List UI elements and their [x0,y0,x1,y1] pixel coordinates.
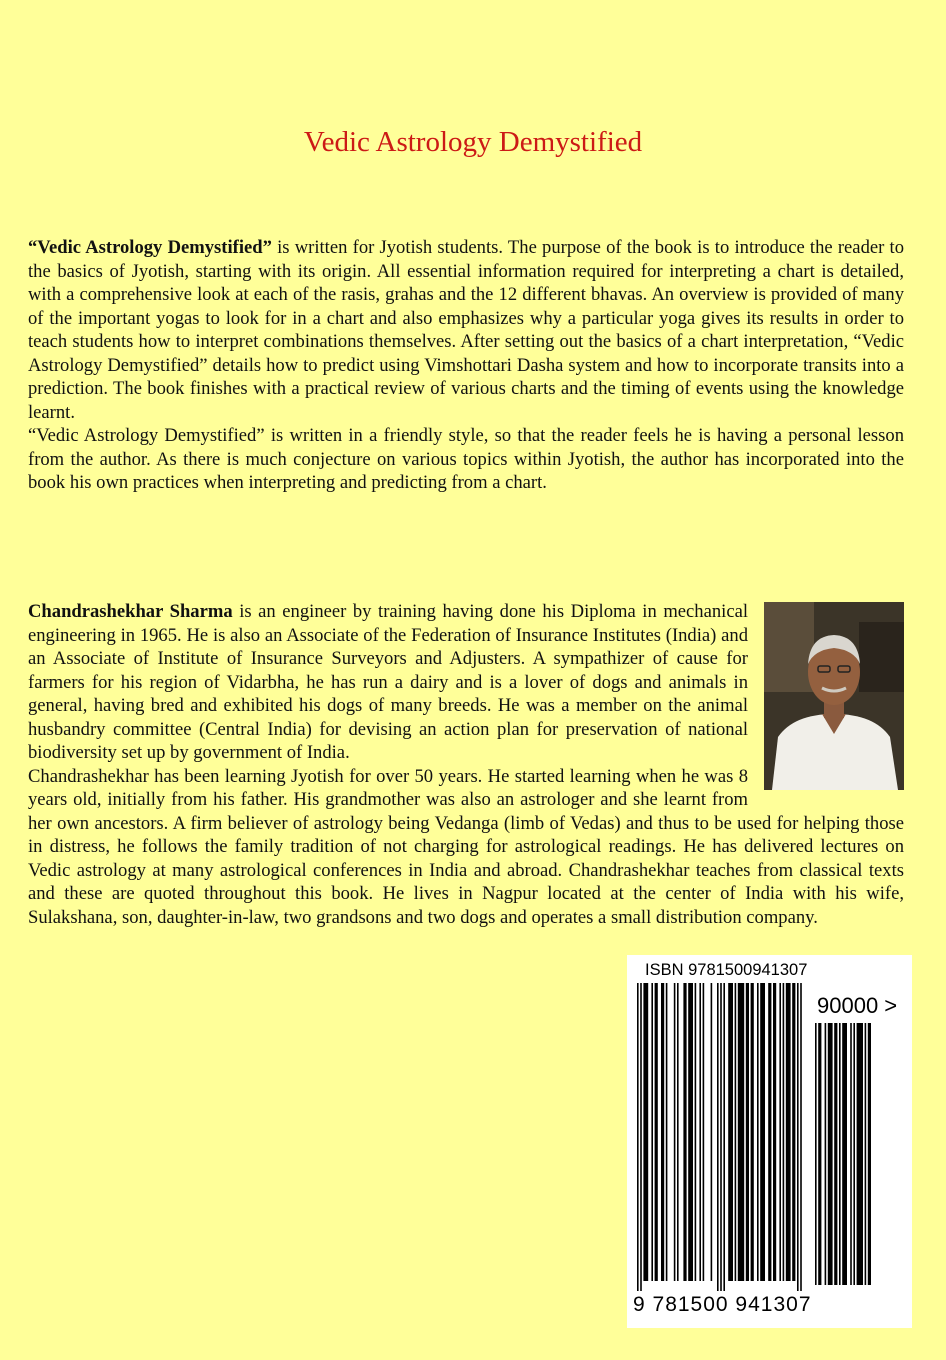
barcode-bar [760,983,765,1281]
author-paragraph-2: Chandrashekhar has been learning Jyotish for over 50 years. He started learning when he was 8 years old, initially from his father. His grandmother was also an astrologer and she learnt from her own ancestors. A firm believer of astrology being Vedanga (limb of Vedas) and thus to be used for helping those in distress, he follows the family tradition of not charging for astrological readings. He has delivered lectures on Vedic astrology at many astrological conferences in India and abroad. Chandrashekhar teaches from classical texts and these are quoted throughout this book. He lives in Nagpur located at the center of India with his wife, Sulakshana, son, daughter-in-law, two grandsons and two dogs and operates a small distribution company. [28,765,904,928]
barcode-bar [683,983,686,1281]
barcode-bar [735,983,737,1281]
book-title: Vedic Astrology Demystified [303,126,643,158]
author-bio [28,600,904,929]
barcode-bar [674,983,676,1281]
author-photo [764,602,904,790]
barcode-bar [815,1023,817,1285]
barcode-bar [711,983,713,1281]
price-code: 90000 > [817,993,898,1018]
barcode-bar [842,1023,847,1285]
barcode-bar [738,983,744,1281]
barcode-bar [757,983,759,1281]
barcode-bar [857,1023,863,1285]
barcode-bar [786,983,791,1281]
barcode-bar [651,983,653,1281]
book-description [28,236,904,495]
barcode-bar [688,983,693,1281]
barcode-bar [661,983,664,1281]
barcode-bar [779,983,781,1281]
barcode-bar [850,1023,852,1285]
author-name: Chandrashekhar Sharma [28,601,233,622]
barcode-bar [828,1023,833,1285]
author-text-1: is an engineer by training having done his Diploma in mechanical engineering in 1965. He is also an Associate of the Federation of Insurance Institutes (India) and an Associate of Institute of Insurance Surveyors and Adjusters. A sympathizer of cause for farmers for his region of Vidarbha, he has run a dairy and is a lover of dogs and animals in general, having bred and exhibited his dogs of many breeds. He was a member on the animal husbandry committee (Central India) for devising an action plan for preservation of national biodiversity set up by government of India. [28,601,748,763]
barcode-bar [818,1023,821,1285]
barcode-bar [751,983,754,1281]
barcode-bar [865,1023,867,1285]
barcode-bar [640,983,642,1291]
barcode-bar [723,983,725,1291]
isbn-digits: 9 781500 941307 [633,1293,812,1316]
barcode-bar [746,983,749,1281]
addon-barcode-bars [815,1023,895,1288]
barcode-bar [783,983,785,1281]
barcode-bar [677,983,679,1281]
barcode-bar [655,983,658,1281]
isbn-barcode [627,955,912,1328]
description-text-1: is written for Jyotish students. The purpose of the book is to introduce the reader to the basics of Jyotish, starting with its origin. All essential information required for interpreting a chart is detailed, with a comprehensive look at each of the rasis, grahas and the 12 different bhavas. An overview is provided of many of the important yogas to look for in a chart and also emphasizes why a particular yoga gives its results in order to teach students how to interpret combinations themselves. After setting out the basics of a chart interpretation, “Vedic Astrology Demystified” details how to predict using Vimshottari Dasha system and how to incorporate transits into a prediction. The book finishes with a practical review of various charts and the timing of events using the knowledge learnt. [28,237,904,423]
isbn-label: ISBN 9781500941307 [645,961,808,979]
description-paragraph-1 [28,236,904,424]
description-paragraph-2: “Vedic Astrology Demystified” is written in a friendly style, so that the reader feels he is having a personal lesson from the author. As there is much conjecture on various topics within Jyotish, the author has incorporated into the book his own practices when interpreting and predicting from a chart. [28,425,904,493]
barcode-bar [800,983,802,1291]
barcode-bar [720,983,722,1291]
barcode-bar [728,983,733,1281]
main-barcode-bars [637,983,807,1293]
barcode-bar [666,983,668,1281]
barcode-bar [792,983,795,1281]
barcode-bar [868,1023,871,1285]
barcode-bar [695,983,697,1281]
barcode-bar [643,983,648,1281]
barcode-bar [825,1023,827,1285]
description-book-name: “Vedic Astrology Demystified” [28,237,272,258]
author-portrait-image [764,602,904,790]
barcode-bar [768,983,771,1281]
barcode-bar [703,983,705,1281]
barcode-bar [797,983,799,1291]
barcode-bar [839,1023,841,1285]
barcode-bar [637,983,639,1291]
barcode-bar [717,983,719,1291]
barcode-bar [699,983,701,1281]
barcode-bar [853,1023,855,1285]
barcode-bar [773,983,776,1281]
barcode-bar [834,1023,837,1285]
